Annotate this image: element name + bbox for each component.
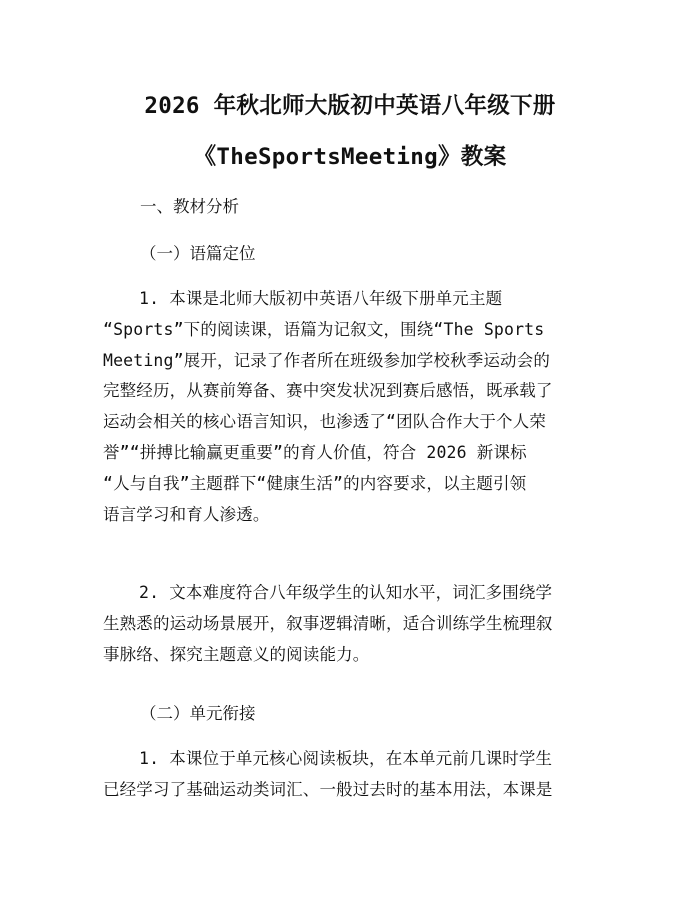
section-heading-textbook-analysis: 一、教材分析	[140, 197, 239, 216]
paragraph-3	[103, 744, 603, 806]
subsection-heading-unit-connection: （二）单元衔接	[140, 704, 256, 723]
paragraph-line: Meeting”展开，记录了作者所在班级参加学校秋季运动会的	[103, 350, 550, 370]
paragraph-line: 已经学习了基础运动类词汇、一般过去时的基本用法，本课是	[103, 779, 553, 799]
subsection-heading-discourse-positioning: （一）语篇定位	[140, 244, 256, 263]
paragraph-line: 1. 本课位于单元核心阅读板块，在本单元前几课时学生	[139, 749, 553, 768]
document-title-line-1: 2026 年秋北师大版初中英语八年级下册	[144, 93, 556, 119]
paragraph-2	[103, 578, 603, 670]
paragraph-line: 2. 文本难度符合八年级学生的认知水平，词汇多围绕学	[139, 583, 553, 602]
paragraph-line: 生熟悉的运动场景展开，叙事逻辑清晰，适合训练学生梳理叙	[103, 613, 553, 633]
paragraph-line: 誉”“拼搏比输赢更重要”的育人价值，符合 2026 新课标	[103, 442, 527, 462]
paragraph-line: 语言学习和育人渗透。	[103, 504, 270, 524]
document-title-line-2: 《TheSportsMeeting》教案	[193, 144, 507, 170]
paragraph-line: 运动会相关的核心语言知识，也渗透了“团队合作大于个人荣	[103, 412, 546, 432]
paragraph-line: 事脉络、探究主题意义的阅读能力。	[103, 644, 370, 664]
paragraph-1	[103, 284, 603, 530]
paragraph-line: 1. 本课是北师大版初中英语八年级下册单元主题	[139, 289, 503, 308]
paragraph-line: 完整经历，从赛前筹备、赛中突发状况到赛后感悟，既承载了	[103, 381, 553, 401]
paragraph-line: “人与自我”主题群下“健康生活”的内容要求，以主题引领	[103, 473, 527, 493]
paragraph-line: “Sports”下的阅读课，语篇为记叙文，围绕“The Sports	[103, 319, 545, 339]
